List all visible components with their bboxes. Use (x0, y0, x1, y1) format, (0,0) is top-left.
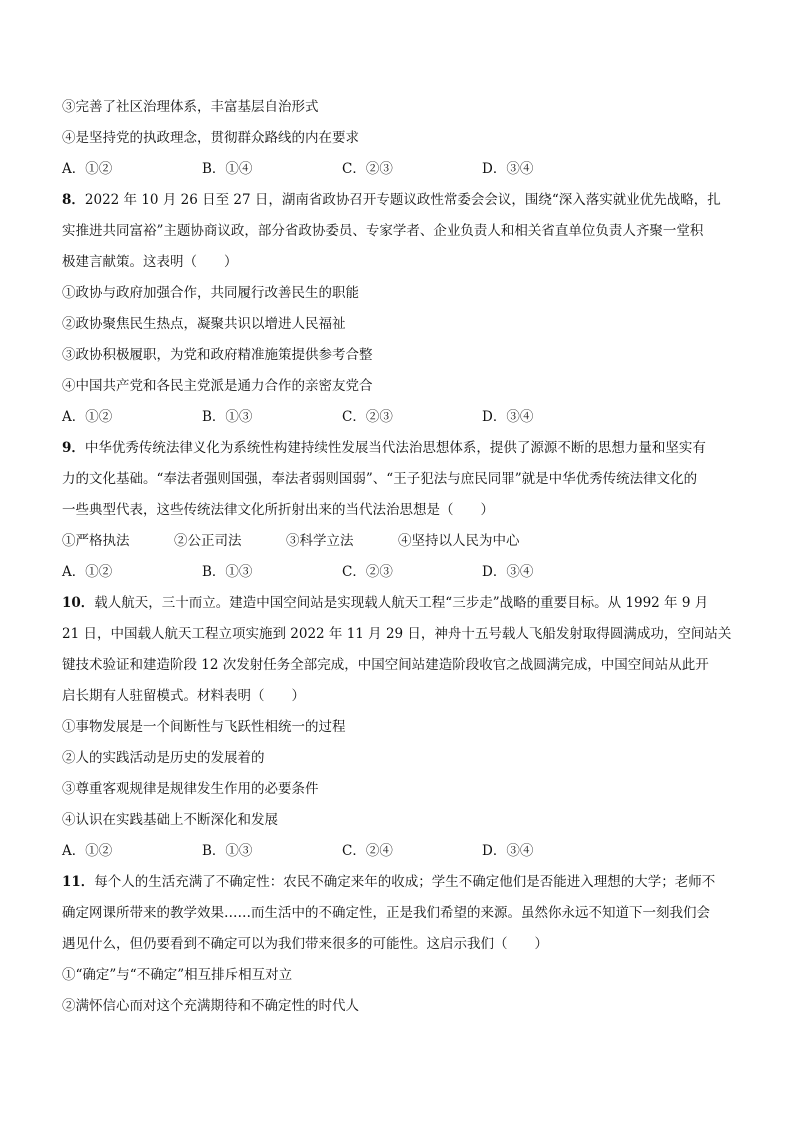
option-a: A．①② (62, 564, 113, 580)
option-b: B．①③ (202, 843, 253, 859)
option-c: C．②③ (342, 409, 393, 425)
question-9-item-3: ③科学立法 (286, 533, 354, 549)
question-9 (62, 433, 736, 588)
question-8-item-1: ①政协与政府加强合作，共同履行改善民生的职能 (62, 285, 359, 301)
option-d: D．③④ (482, 843, 534, 859)
question-10-stem-line-2: 21 日，中国载人航天工程立项实施到 2022 年 11 月 29 日，神舟十五号载人飞船发射取得圆满成功，空间站关 (62, 626, 732, 642)
question-9-items (62, 526, 736, 557)
question-7-item-4: ④是坚持党的执政理念，贯彻群众路线的内在要求 (62, 130, 359, 146)
question-10-options (62, 836, 736, 867)
option-a: A．①② (62, 161, 113, 177)
question-11-stem-line-3: 遇见什么，但仍要看到不确定可以为我们带来很多的可能性。这启示我们（ ） (62, 936, 548, 952)
option-a: A．①② (62, 409, 113, 425)
option-d: D．③④ (482, 409, 534, 425)
question-9-item-4: ④坚持以人民为中心 (398, 533, 520, 549)
question-11-stem-line-2: 确定网课所带来的教学效果……而生活中的不确定性，正是我们希望的来源。虽然你永远不知道下一刻我们会 (62, 905, 710, 921)
question-8-stem-line-1: 8．2022 年 10 月 26 日至 27 日，湖南省政协召开专题议政性常委会会议，围绕“深入落实就业优先战略，扎 (62, 192, 721, 208)
question-11-number: 11． (62, 874, 95, 890)
question-9-stem-line-2: 力的文化基础。“奉法者强则国强，奉法者弱则国弱”、“王子犯法与庶民同罪”就是中华优秀传统法律文化的 (62, 471, 698, 487)
option-b: B．①③ (202, 564, 253, 580)
question-11-item-2: ②满怀信心而对这个充满期待和不确定性的时代人 (62, 998, 359, 1014)
question-10-stem-line-1: 10．载人航天，三十而立。建造中国空间站是实现载人航天工程“三步走”战略的重要目标。从 1992 年 9 月 (62, 595, 709, 611)
question-7-item-3: ③完善了社区治理体系，丰富基层自治形式 (62, 99, 319, 115)
question-9-item-1: ①严格执法 (62, 533, 130, 549)
option-b: B．①③ (202, 409, 253, 425)
question-10-item-3: ③尊重客观规律是规律发生作用的必要条件 (62, 781, 319, 797)
question-9-stem-line-3: 一些典型代表，这些传统法律文化所折射出来的当代法治思想是（ ） (62, 502, 494, 518)
question-9-item-2: ②公正司法 (174, 533, 242, 549)
question-10-item-1: ①事物发展是一个间断性与飞跃性相统一的过程 (62, 719, 346, 735)
option-c: C．②③ (342, 161, 393, 177)
question-8-item-2: ②政协聚焦民生热点，凝聚共识以增进人民福祉 (62, 316, 346, 332)
option-c: C．②④ (342, 843, 393, 859)
question-9-number: 9． (62, 440, 85, 456)
question-10-stem-line-4: 启长期有人驻留模式。材料表明（ ） (62, 688, 305, 704)
option-b: B．①④ (202, 161, 253, 177)
question-10-item-2: ②人的实践活动是历史的发展着的 (62, 750, 265, 766)
question-10-item-4: ④认识在实践基础上不断深化和发展 (62, 812, 278, 828)
question-10-number: 10． (62, 595, 95, 611)
question-11-item-1: ①“确定”与“不确定”相互排斥相互对立 (62, 967, 293, 983)
option-c: C．②③ (342, 564, 393, 580)
question-11 (62, 867, 736, 1022)
question-8-stem-line-3: 极建言献策。这表明（ ） (62, 254, 238, 270)
question-9-options (62, 557, 736, 588)
option-a: A．①② (62, 843, 113, 859)
option-d: D．③④ (482, 161, 534, 177)
question-8-item-3: ③政协积极履职，为党和政府精准施策提供参考合整 (62, 347, 373, 363)
question-7-options (62, 154, 736, 185)
question-9-stem-line-1: 9．中华优秀传统法律义化为系统性构建持续性发展当代法治思想体系，提供了源源不断的思想力量和坚实有 (62, 440, 706, 456)
question-8 (62, 185, 736, 433)
exam-page (62, 92, 736, 1022)
question-8-item-4: ④中国共产党和各民主党派是通力合作的亲密友党合 (62, 378, 373, 394)
question-8-number: 8． (62, 192, 85, 208)
option-d: D．③④ (482, 564, 534, 580)
question-8-stem-line-2: 实推进共同富裕”主题协商议政，部分省政协委员、专家学者、企业负责人和相关省直单位负责人齐聚一堂积 (62, 223, 704, 239)
question-11-stem-line-1: 11．每个人的生活充满了不确定性：农民不确定来年的收成；学生不确定他们是否能进入理想的大学；老师不 (62, 874, 716, 890)
question-10 (62, 588, 736, 867)
question-7-tail (62, 92, 736, 185)
question-10-stem-line-3: 键技术验证和建造阶段 12 次发射任务全部完成，中国空间站建造阶段收官之战圆满完成，中国空间站从此开 (62, 657, 709, 673)
question-8-options (62, 402, 736, 433)
